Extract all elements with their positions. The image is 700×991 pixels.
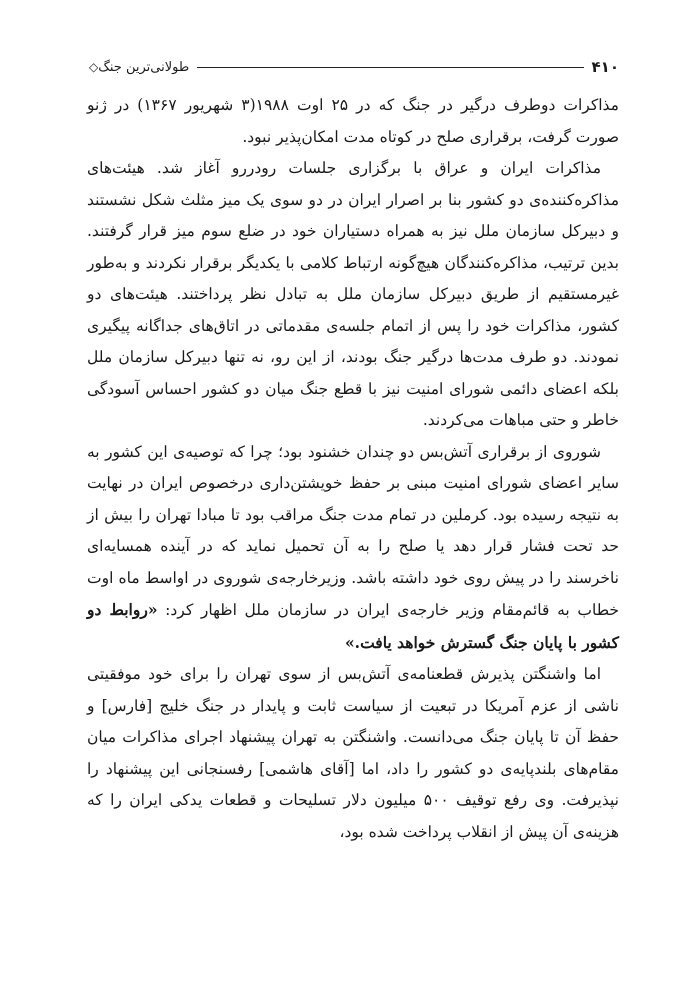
quoted-statement: «روابط دو کشور با پایان جنگ گسترش خواهد یافت.»	[87, 600, 619, 652]
paragraph	[87, 437, 619, 660]
paragraph: اما واشنگتن پذیرش قطعنامه‌ی آتش‌بس از سوی تهران را برای خود موفقیتی ناشی از عزم آمریکا در تبعیت از سیاست ثابت و پایدار در جنگ خلیج [فارس] و حفظ آن تا پایان جنگ می‌دانست. واشنگتن به تهران پیشنهاد اجرای مذاکرات میان مقام‌های بلندپایه‌ی دو کشور را داد، اما [آقای هاشمی] رفسنجانی این پیشنهاد را نپذیرفت. وی رفع توقیف ۵۰۰ میلیون دلار تسلیحات و قطعات یدکی ایران را که هزینه‌ی آن پیش از انقلاب پرداخت شده بود،	[87, 665, 619, 841]
running-title: طولانی‌ترین جنگ	[98, 59, 190, 75]
paragraph: مذاکرات دوطرف درگیر در جنگ که در ۲۵ اوت ۱۹۸۸(۳ شهریور ۱۳۶۷) در ژنو صورت گرفت، برقراری صلح در کوتاه مدت امکان‌پذیر نبود.	[87, 96, 619, 146]
paragraph-text: شوروی از برقراری آتش‌بس دو چندان خشنود بود؛ چرا که توصیه‌ی این کشور به سایر اعضای شورای امنیت مبنی بر حفظ خویشتن‌داری درخصوص ایران در نهایت به نتیجه رسیده بود. کرملین در تمام مدت جنگ مراقب بود تا مبادا تهران را بیش از حد تحت فشار قرار دهد یا صلح را به آن تحمیل نماید که در آینده همسایه‌ای ناخرسند را در پیش روی خود داشته باشد. وزیرخارجه‌ی شوروی در اواسط ماه اوت خطاب به قائم‌مقام وزیر خارجه‌ی ایران در سازمان ملل اظهار کرد:	[87, 442, 619, 619]
paragraph: مذاکرات ایران و عراق با برگزاری جلسات رودررو آغاز شد. هیئت‌های مذاکره‌کننده‌ی دو کشور بنا بر اصرار ایران در دو سوی یک میز مثلث شکل نشستند و دبیرکل سازمان ملل نیز به همراه دستیاران خود در ضلع سوم میز قرار گرفتند. بدین ترتیب، مذاکره‌کنندگان هیچ‌گونه ارتباط کلامی با یکدیگر برقرار نکردند و به‌طور غیرمستقیم از طریق دبیرکل سازمان ملل به تبادل نظر پرداختند. هیئت‌های دو کشور، مذاکرات خود را پس از اتمام جلسه‌ی مقدماتی در اتاق‌های جداگانه پیگیری نمودند. دو طرف مدت‌ها درگیر جنگ بودند، از این رو، نه تنها دبیرکل سازمان ملل بلکه اعضای دائمی شورای امنیت نیز با قطع جنگ میان دو کشور احساس آسودگی خاطر و حتی مباهات می‌کردند.	[87, 159, 619, 429]
diamond-ornament-icon: ◇	[89, 60, 99, 74]
page-header	[87, 52, 619, 82]
header-rule	[197, 67, 583, 68]
page-number: ۴۱۰	[591, 58, 619, 76]
body-text	[87, 90, 619, 848]
book-page	[87, 52, 619, 848]
